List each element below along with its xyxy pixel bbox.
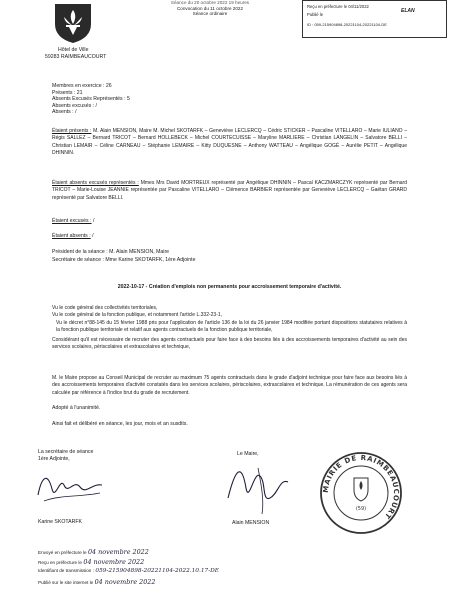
excused-value: / — [92, 218, 95, 224]
secretary-signature-block — [38, 449, 118, 462]
considerant-item: Vu le décret n°88-145 du 15 février 1988 pris pour l'application de l'article 136 de la loi du 26 janvier 1984 modifiée portant dispositions statutaires relatives à la fonction publique territoriale et relatif aux agents contractuels de la fonction publique territoriale, — [56, 319, 407, 333]
sent-value: 04 novembre 2022 — [87, 548, 149, 556]
mayor-title: Le Maire, — [237, 451, 259, 457]
secretary-role: 1ère Adjointe, — [38, 455, 70, 462]
absent-value: / — [92, 233, 94, 239]
considerant-item: Considérant qu'il est nécessaire de recruter des agents contractuels pour faire face à des besoins liés à des accroissements temporaires d'activité au sein des services scolaires, périscolaires et extrascolaires et technique, — [52, 337, 407, 351]
received-label: Reçu en préfecture le — [38, 560, 82, 565]
convocation-date: Convocation du 11 octobre 2022 — [176, 5, 244, 11]
sent-label: Envoyé en préfecture le — [38, 550, 87, 555]
excused-label: Étaient excusés : — [52, 218, 92, 224]
secretary-name: Karine SKOTARFK — [38, 519, 83, 525]
excused-represented-count: Absents Excusés Représentés : 5 — [52, 96, 130, 102]
president-line: Président de la séance : M. Alain MENSION, Maire — [52, 249, 170, 255]
present-list: M. Alain MENSION, Maire M. Michel SKOTARFK – Geneviève LECLERCQ – Cédric STICKER – Pascaline VITELLARO – Marie IULIANO – Régis SALLEZ – Bernard TRICOT – Bernard HOLLEBECK – Michel COURTECUISSE – Maryline MARLIERE – Christian LANGELIN – Salvatore BELLI – Christian LEMAIR – Céline CARNEAU – Stéphanie LEMAIRE – Kitty DUQUESNE – Anthony WATTEAU – Angélique GOGÉ – Aurélie PETIT – Angélique DHINNIN. — [52, 128, 407, 156]
published-label: Publié sur le site internet le — [38, 580, 94, 585]
excused-line — [52, 218, 94, 224]
considerant-item: Vu le code général des collectivités territoriales, — [52, 305, 158, 311]
town-hall-label: Hôtel de Ville — [58, 47, 89, 53]
excused-count: Absents excusés : / — [52, 102, 97, 109]
session-type: Séance ordinaire — [192, 11, 228, 16]
considerants-block — [52, 305, 407, 352]
seal-center-label: (59) — [355, 506, 367, 512]
secretary-title: La secrétaire de séance — [38, 449, 94, 455]
absent-line — [52, 233, 94, 239]
mairie-official-seal — [318, 450, 404, 536]
members-count: Membres en exercice : 26 — [52, 83, 112, 89]
present-count: Présents : 21 — [52, 89, 83, 96]
coat-of-arms-logo — [52, 2, 94, 44]
footer-sent-line — [38, 548, 338, 558]
absent-label: Étaient absents : — [52, 233, 91, 239]
stamp-id: ID : 059-215904898-20221104-20221104-DE — [307, 22, 387, 27]
deliberation-title: 2022-10-17 - Création d'emplois non permanents pour accroissement temporaire d'activité. — [117, 284, 342, 290]
footer-received-line — [38, 558, 338, 568]
absent-count: Absents : / — [52, 109, 77, 115]
stamp-brand: ELAN — [401, 8, 415, 14]
stamp-received: Reçu en préfecture le 04/11/2022 — [307, 4, 369, 9]
town-address: 59283 RAIMBEAUCOURT — [45, 54, 107, 60]
published-value: 04 novembre 2022 — [94, 578, 156, 586]
closing-line: Ainsi fait et délibéré en séance, les jour, mois et an susdits. — [52, 421, 188, 427]
prefecture-stamp-box — [302, 0, 447, 38]
seal-text: MAIRIE DE RAIMBEAUCOURT — [321, 453, 401, 521]
received-value: 04 novembre 2022 — [83, 558, 145, 566]
footer-published-line — [38, 578, 338, 588]
footer-id-line — [38, 568, 338, 578]
attendance-counts — [52, 83, 130, 116]
session-header — [130, 0, 290, 17]
considerant-item: Vu le code général de la fonction publique, et notamment l'article L.332-23-1, — [52, 312, 223, 319]
mayor-signature — [218, 458, 308, 518]
represented-label: Étaient absents excusés représentés : — [52, 180, 139, 186]
id-value: 059-215904898-20221104-2022.10.17-DE — [95, 568, 220, 574]
present-members-paragraph — [52, 128, 407, 157]
present-label: Étaient présents : — [52, 128, 92, 134]
mayor-name: Alain MENSION — [232, 520, 270, 526]
represented-members-paragraph — [52, 180, 407, 202]
transmission-footer — [38, 548, 338, 588]
secretary-signature — [30, 465, 110, 515]
id-label: Identifiant de transmission : — [38, 568, 94, 573]
session-date-line: Séance du 20 octobre 2022 19 heures — [170, 0, 250, 5]
stamp-published: Publié le — [307, 12, 324, 17]
adopted-line: Adopté à l'unanimité. — [52, 405, 101, 411]
represented-list: Mmes Mrs David MORTREUX représenté par Angélique DHINNIN – Pascal KACZMARCZYK représenté par Bernard TRICOT – Marie-Louise JEANNIE représentée par Pascaline VITELLARO – Clémence BARBIER représentée par Geneviève LECLERCQ – Gaëtan GRARD représenté par Salvatore BELLI. — [52, 180, 407, 201]
secretary-line: Secrétaire de séance : Mme Karine SKOTARFK, 1ère Adjointe — [52, 257, 196, 263]
proposal-paragraph: M. le Maire propose au Conseil Municipal de recruter au maximum 75 agents contractuels dans le grade d'adjoint technique pour faire face aux besoins liés à des accroissements temporaires d'activité constatés dans les services scolaires, périscolaires, extrascolaires et technique. La rémunération de ces agents sera calculée par référence à l'indice brut du grade de recrutement. — [52, 375, 407, 396]
